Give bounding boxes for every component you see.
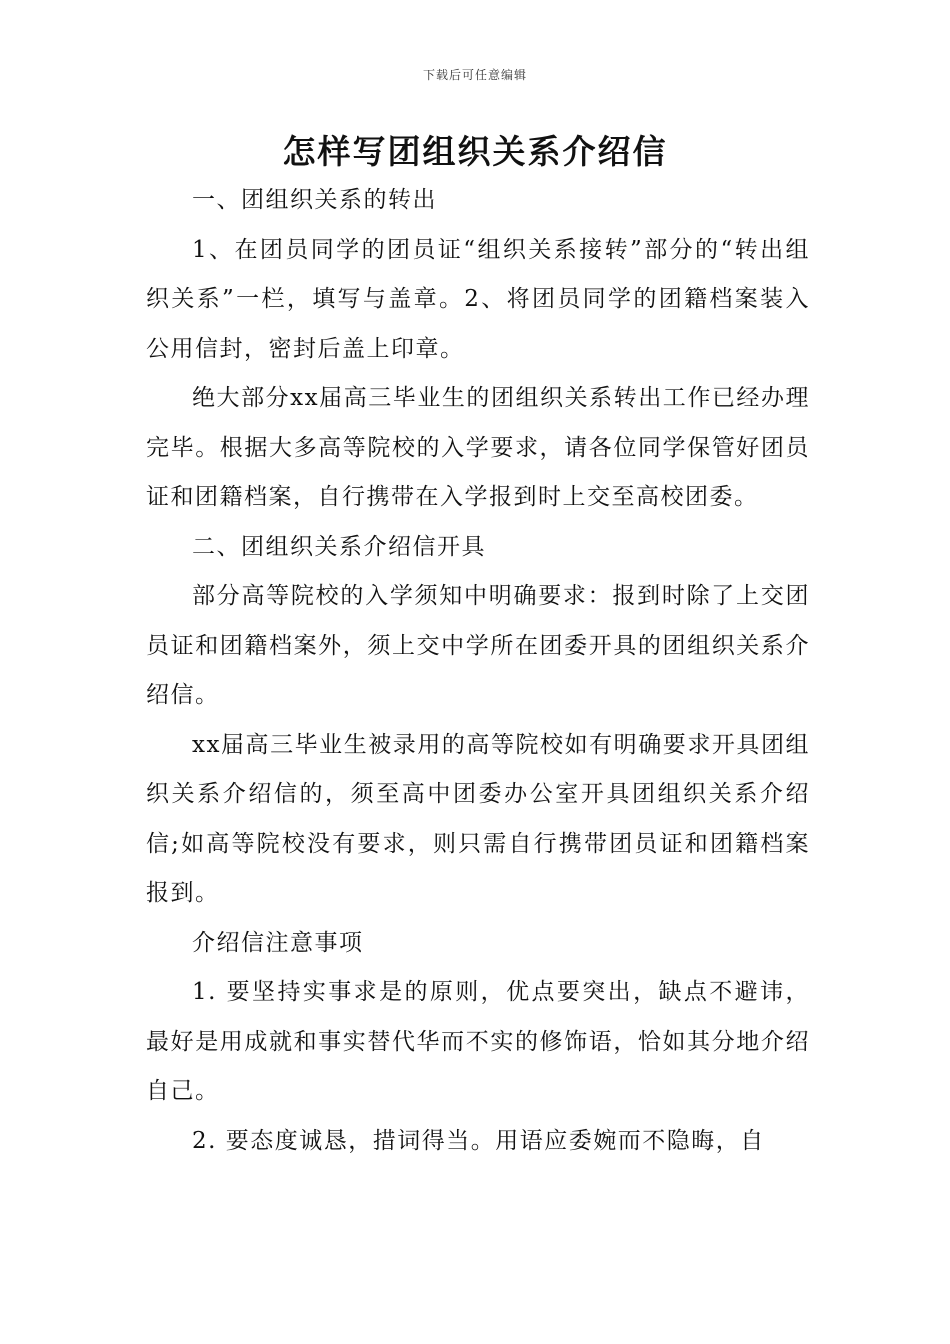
section-heading-notes: 介绍信注意事项 bbox=[192, 929, 364, 956]
section-heading-letter-issue: 二、团组织关系介绍信开具 bbox=[192, 533, 486, 560]
list-item: 1. 要坚持实事求是的原则，优点要突出，缺点不避讳，最好是用成就和事实替代华而不实的修饰语，恰如其分地介绍自己。 bbox=[146, 979, 810, 1104]
paragraph: 1、在团员同学的团员证“组织关系接转”部分的“转出组织关系”一栏，填写与盖章。2、将团员同学的团籍档案装入公用信封，密封后盖上印章。 bbox=[146, 236, 810, 362]
header-note: 下载后可任意编辑 bbox=[422, 68, 527, 82]
list-item: 2. 要态度诚恳，措词得当。用语应委婉而不隐晦，自 bbox=[192, 1127, 765, 1154]
paragraph: 绝大部分xx届高三毕业生的团组织关系转出工作已经办理完毕。根据大多高等院校的入学要求，请各位同学保管好团员证和团籍档案，自行携带在入学报到时上交至高校团委。 bbox=[146, 385, 810, 510]
document-title: 怎样写团组织关系介绍信 bbox=[282, 132, 668, 171]
paragraph: 部分高等院校的入学须知中明确要求：报到时除了上交团员证和团籍档案外，须上交中学所在团委开具的团组织关系介绍信。 bbox=[146, 583, 810, 708]
document-body bbox=[146, 176, 810, 1166]
paragraph: xx届高三毕业生被录用的高等院校如有明确要求开具团组织关系介绍信的，须至高中团委办公室开具团组织关系介绍信;如高等院校没有要求，则只需自行携带团员证和团籍档案报到。 bbox=[146, 731, 810, 906]
section-heading-transfer-out: 一、团组织关系的转出 bbox=[192, 187, 437, 213]
